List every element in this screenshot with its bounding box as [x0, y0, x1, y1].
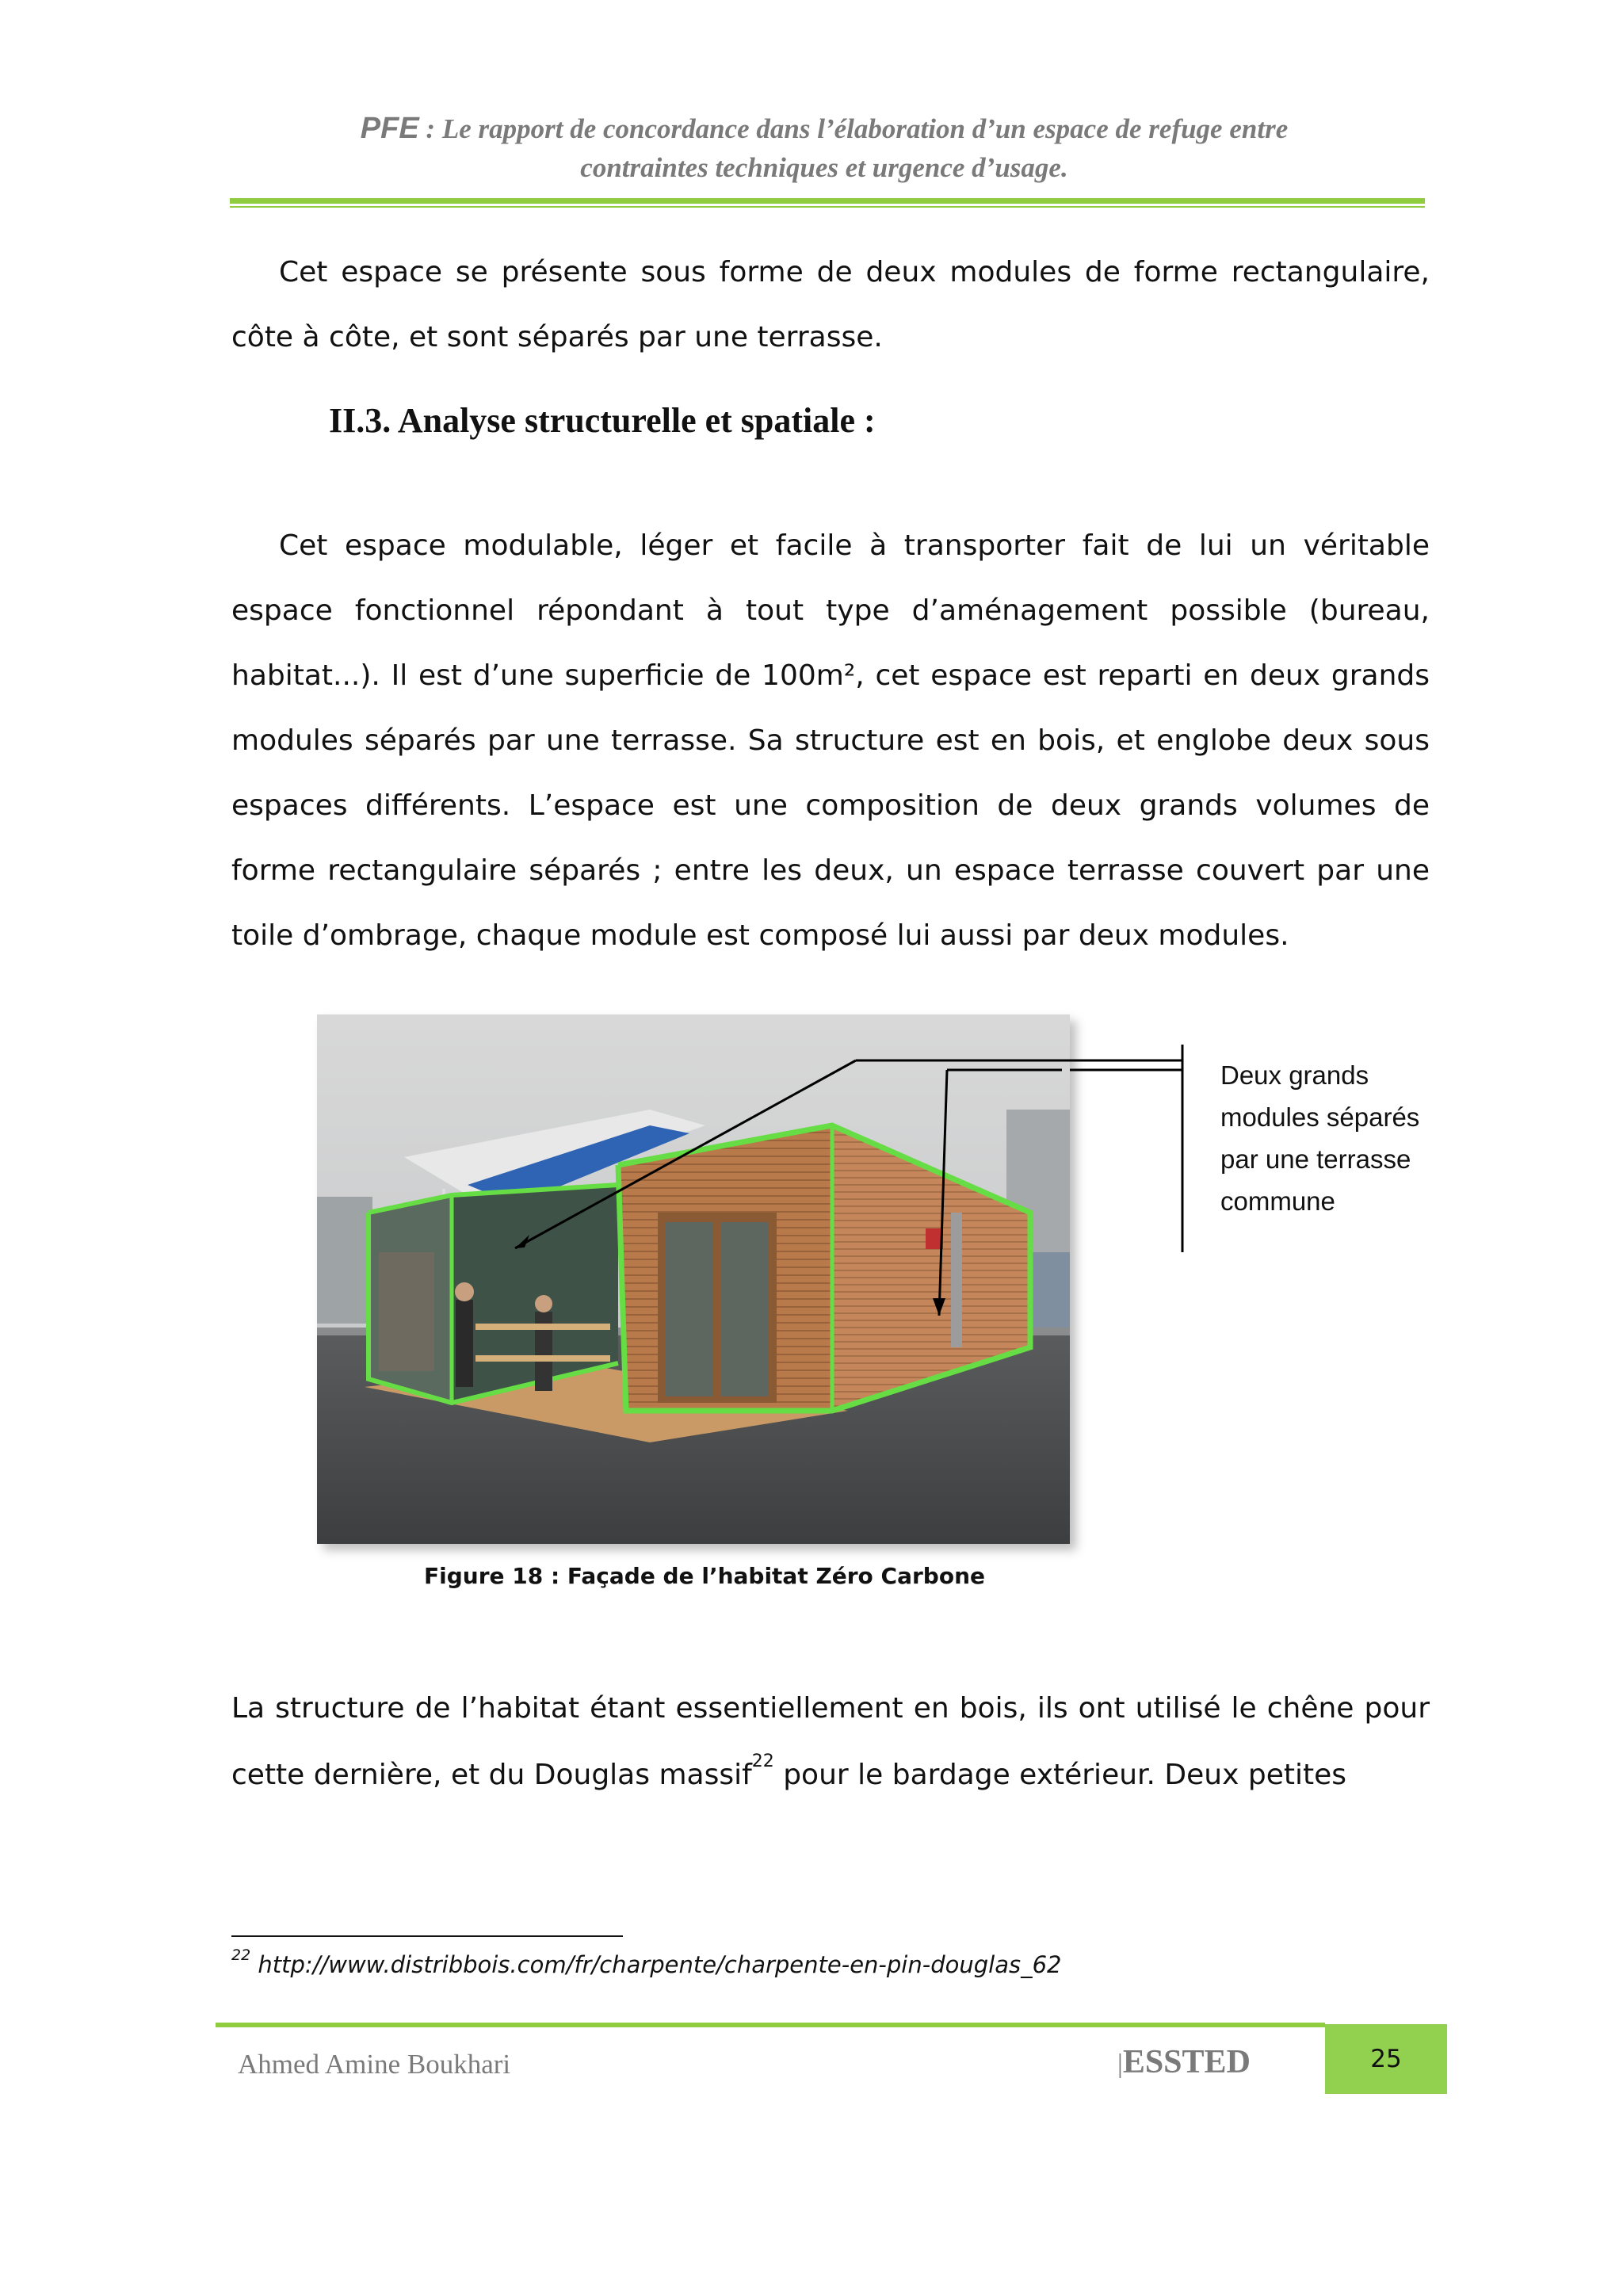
- callout-line: Deux grands: [1220, 1060, 1369, 1090]
- figure-caption: Figure 18 : Façade de l’habitat Zéro Carbone: [424, 1563, 985, 1589]
- running-header: [230, 109, 1419, 188]
- footer-school-name: ESSTED: [1122, 2044, 1251, 2080]
- footnote-link[interactable]: http://www.distribbois.com/fr/charpente/charpente-en-pin-douglas_62: [250, 1951, 1062, 1978]
- section-title: II.3. Analyse structurelle et spatiale :: [329, 401, 876, 440]
- header-title-line1: [230, 109, 1419, 148]
- footer-author: Ahmed Amine Boukhari: [238, 2049, 511, 2080]
- header-title-text: : Le rapport de concordance dans l’élaboration d’un espace de refuge entre: [418, 113, 1289, 144]
- person: [456, 1300, 473, 1387]
- callout-line: commune: [1220, 1186, 1335, 1216]
- page-number: 25: [1370, 2045, 1402, 2073]
- footnote-divider: [231, 1935, 623, 1937]
- callout-bracket: [1070, 1045, 1197, 1266]
- figure-callout: [1220, 1054, 1419, 1222]
- header-divider: [230, 198, 1425, 204]
- footer-divider: [216, 2023, 1325, 2027]
- header-pfe: PFE: [360, 112, 419, 145]
- paragraph-analysis: Cet espace modulable, léger et facile à transporter fait de lui un véritable espace fonctionnel répondant à tout type d’aménagement possible (bureau, habitat...). Il est d’une superficie de 100m², cet espace est reparti en deux grands modules séparés par une terrasse. Sa structure est en bois, et englobe deux sous espaces différents. L’espace est une composition de deux grands volumes de forme rectangulaire séparés ; entre les deux, un espace terrasse couvert par une toile d’ombrage, chaque module est composé lui aussi par deux modules.: [231, 529, 1430, 952]
- background-truck: [1030, 1252, 1070, 1339]
- footnote-reference[interactable]: 22: [751, 1752, 774, 1771]
- header-divider-thin: [230, 206, 1425, 208]
- footnote: [231, 1946, 1062, 1978]
- photo-illustration: [317, 1014, 1070, 1544]
- callout-line: par une terrasse: [1220, 1144, 1411, 1174]
- header-title-line2: contraintes techniques et urgence d’usage.: [580, 152, 1068, 183]
- paragraph-structure: [231, 1675, 1430, 1809]
- footnote-number: 22: [231, 1946, 251, 1964]
- footer-school: [1117, 2043, 1251, 2081]
- figure-photo: [317, 1014, 1070, 1544]
- callout-line: modules séparés: [1220, 1102, 1420, 1132]
- paragraph-structure-text-end: pour le bardage extérieur. Deux petites: [773, 1759, 1346, 1791]
- paragraph-structure-text: La structure de l’habitat étant essentiellement en bois, ils ont utilisé le chêne pour cette dernière, et du Douglas massif: [231, 1692, 1430, 1791]
- footer-separator: |: [1117, 2050, 1123, 2079]
- page-number-box: [1325, 2024, 1447, 2094]
- paragraph-intro: Cet espace se présente sous forme de deux modules de forme rectangulaire, côte à côte, et sont séparés par une terrasse.: [231, 256, 1430, 353]
- background-building: [317, 1197, 372, 1324]
